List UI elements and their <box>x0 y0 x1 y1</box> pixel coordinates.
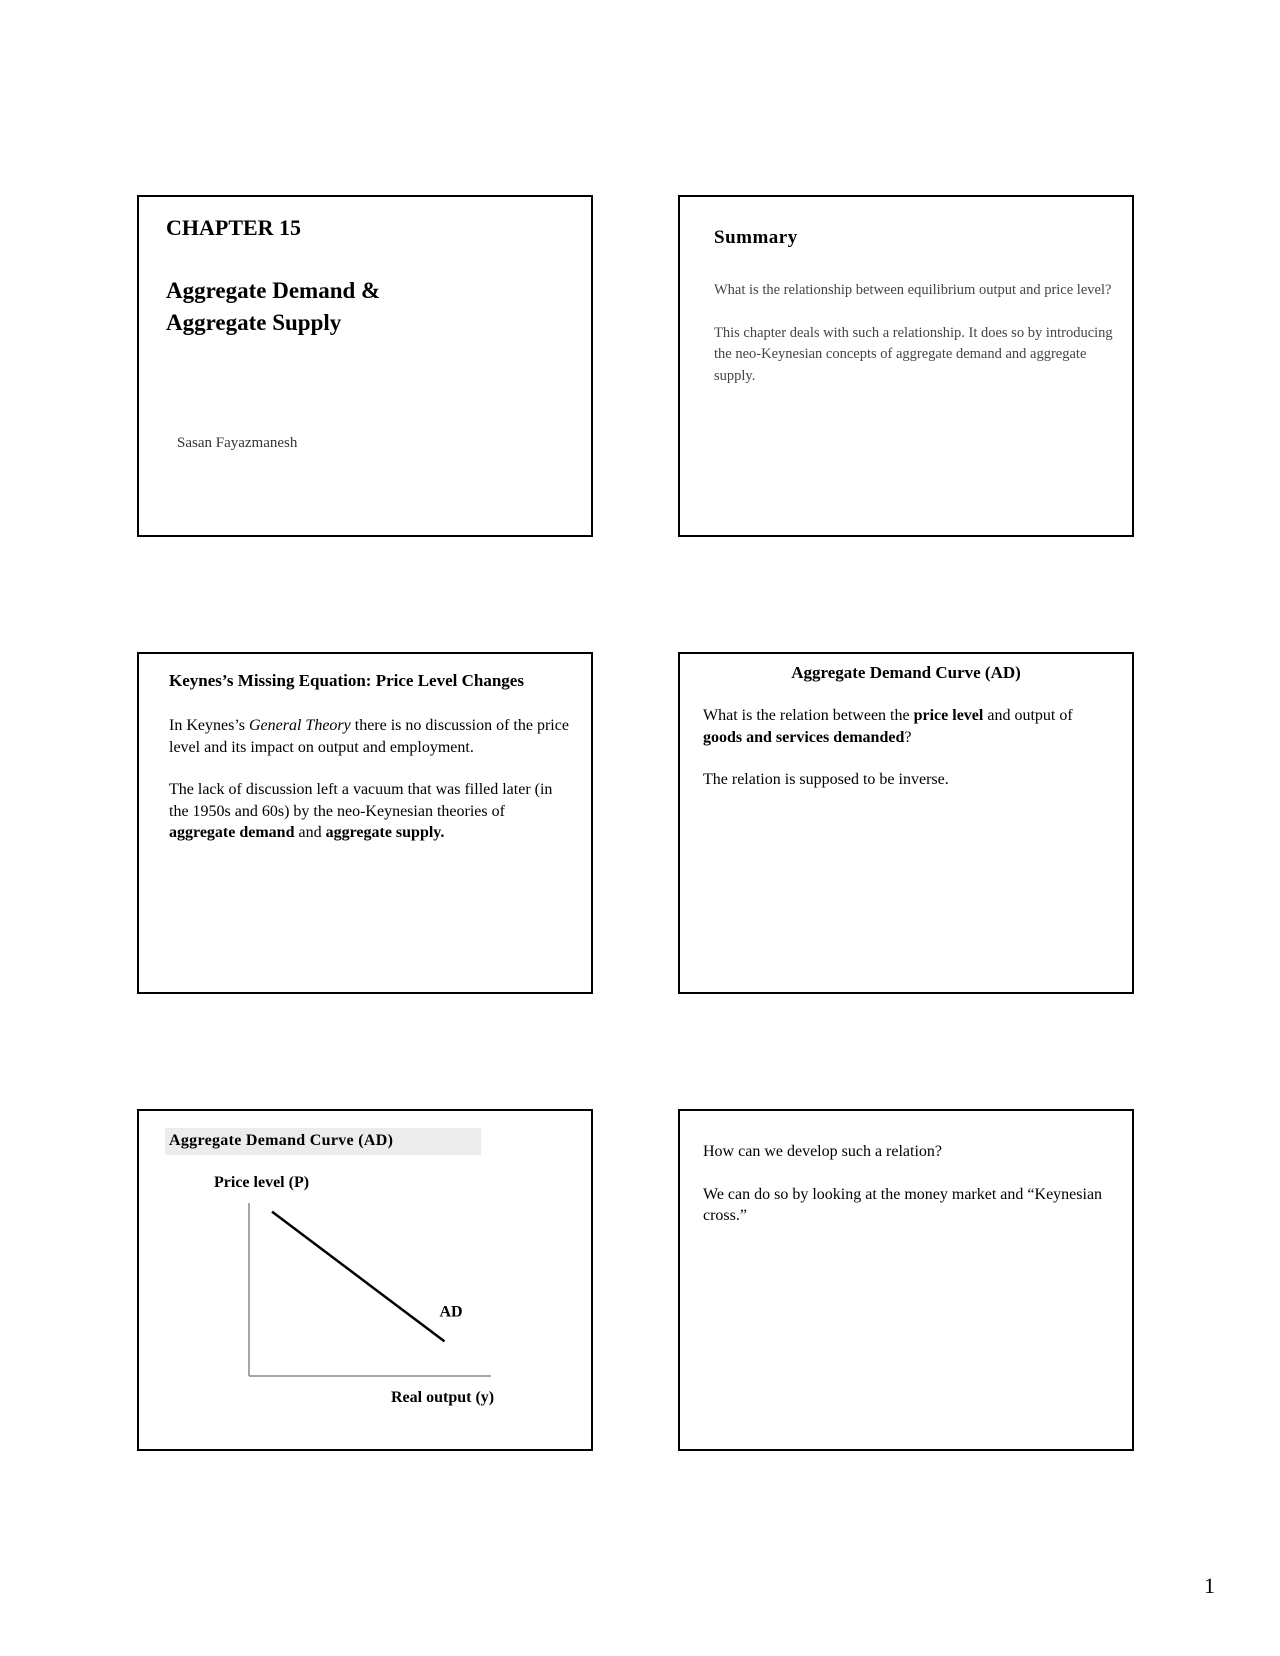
paragraph: How can we develop such a relation? <box>703 1143 943 1160</box>
x-axis-label: Real output (y) <box>391 1389 495 1406</box>
text-run: ? <box>904 728 912 746</box>
chapter-label: CHAPTER 15 <box>166 215 302 240</box>
slide-body <box>703 705 1113 791</box>
text-run: What is the relation between the <box>703 707 914 724</box>
text-run: and <box>294 824 326 841</box>
paragraph <box>703 705 1113 748</box>
chapter-title <box>166 275 546 339</box>
slide-heading: Keynes’s Missing Equation: Price Level Changes <box>169 671 524 690</box>
paragraph: The relation is supposed to be inverse. <box>703 771 949 788</box>
text-run: In Keynes’s <box>169 717 249 734</box>
slide-heading: Aggregate Demand Curve (AD) <box>791 663 1021 682</box>
slide-heading: Aggregate Demand Curve (AD) <box>169 1132 394 1149</box>
author-name: Sasan Fayazmanesh <box>177 435 298 451</box>
ad-curve-label: AD <box>439 1303 463 1321</box>
ad-curve <box>272 1212 445 1342</box>
chapter-title-line-1: Aggregate Demand & <box>166 278 381 303</box>
slide-body <box>714 280 1114 387</box>
slide-1 <box>137 195 593 537</box>
book-title: General Theory <box>248 717 351 734</box>
page-number: 1 <box>1204 1573 1215 1598</box>
paragraph: What is the relationship between equilibrium output and price level? <box>714 282 1112 298</box>
slide-body <box>169 715 569 844</box>
text-run: there is no discussion of the price level and its impact on output and employment. <box>169 717 569 756</box>
chapter-title-line-2: Aggregate Supply <box>166 310 342 335</box>
text-run: The lack of discussion left a vacuum that was filled later (in the 1950s and 60s) by the neo-Keynesian theories of <box>169 781 553 820</box>
ad-chart <box>139 1111 591 1449</box>
paragraph <box>169 779 569 844</box>
y-axis-label: Price level (P) <box>214 1174 310 1191</box>
emphasis: price level <box>913 707 984 724</box>
slide-heading: Summary <box>714 227 798 248</box>
text-run: and output of <box>983 707 1073 724</box>
emphasis: aggregate demand <box>169 824 295 841</box>
paragraph <box>169 715 569 758</box>
slide-4 <box>678 652 1134 994</box>
slide-3 <box>137 652 593 994</box>
slide-body <box>703 1141 1113 1227</box>
paragraph: We can do so by looking at the money market and “Keynesian cross.” <box>703 1185 1103 1224</box>
slide-2 <box>678 195 1134 537</box>
slide-5 <box>137 1109 593 1451</box>
paragraph: This chapter deals with such a relationship. It does so by introducing the neo-Keynesian concepts of aggregate demand and aggregate supply. <box>714 324 1113 384</box>
slide-6 <box>678 1109 1134 1451</box>
emphasis: goods and services demanded <box>703 728 905 746</box>
emphasis: aggregate supply. <box>325 824 445 841</box>
